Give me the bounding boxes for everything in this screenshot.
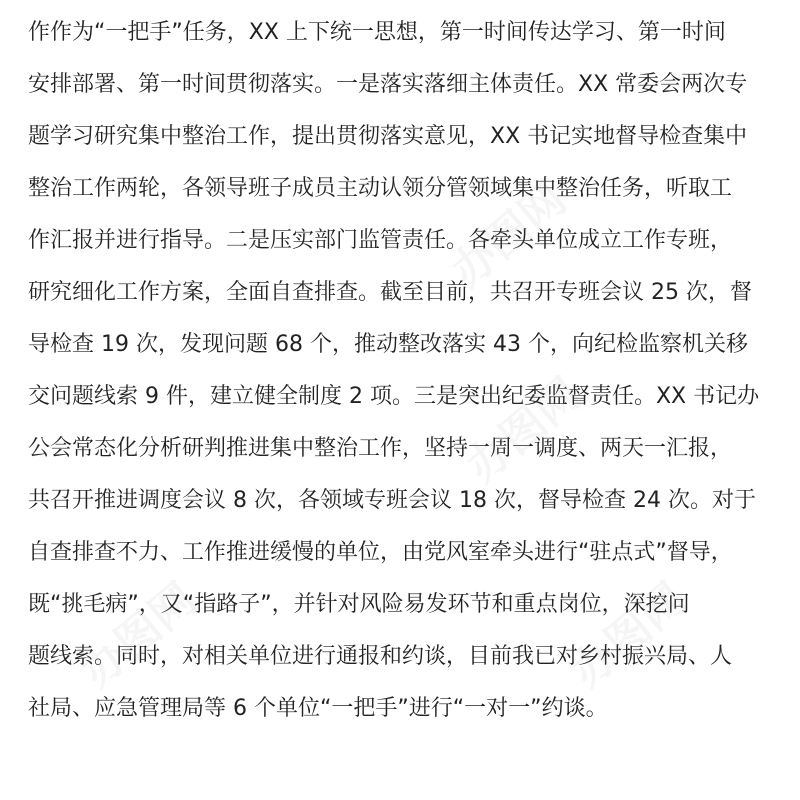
document-body [28,0,778,800]
paragraph-line: 社局、应急管理局等 6 个单位“一把手”进行“一对一”约谈。 [28,696,608,721]
paragraph-line: 整治工作两轮，各领导班子成员主动认领分管领域集中整治任务，听取工 [28,176,733,201]
paragraph-line: 公会常态化分析研判推进集中整治工作，坚持一周一调度、两天一汇报， [28,436,733,461]
paragraph-line: 研究细化工作方案，全面自查排查。截至目前，共召开专班会议 25 次，督 [28,280,752,305]
paragraph-line: 既“挑毛病”，又“指路子”，并针对风险易发环节和重点岗位，深挖问 [28,592,690,617]
watermark: 办图网 [456,368,591,493]
paragraph-line: 作作为“一把手”任务，XX 上下统一思想，第一时间传达学习、第一时间 [28,20,726,45]
paragraph-line: 自查排查不力、工作推进缓慢的单位，由党风室牵头进行“驻点式”督导， [28,540,733,565]
paragraph-line: 共召开推进调度会议 8 次，各领域专班会议 18 次，督导检查 24 次。对于 [28,488,756,513]
paragraph-line: 导检查 19 次，发现问题 68 个，推动整改落实 43 个，向纪检监察机关移 [28,332,748,357]
paragraph-line: 题线索。同时，对相关单位进行通报和约谈，目前我已对乡村振兴局、人 [28,644,733,669]
watermark: 办图网 [71,573,206,698]
watermark: 办图网 [561,573,696,698]
paragraph-line: 交问题线索 9 件，建立健全制度 2 项。三是突出纪委监督责任。XX 书记办 [28,384,760,409]
paragraph-line: 安排部署、第一时间贯彻落实。一是落实落细主体责任。XX 常委会两次专 [28,72,748,97]
watermark: 办图网 [441,173,576,298]
paragraph-line: 作汇报并进行指导。二是压实部门监管责任。各牵头单位成立工作专班， [28,228,733,253]
paragraph-line: 题学习研究集中整治工作，提出贯彻落实意见，XX 书记实地督导检查集中 [28,124,748,149]
